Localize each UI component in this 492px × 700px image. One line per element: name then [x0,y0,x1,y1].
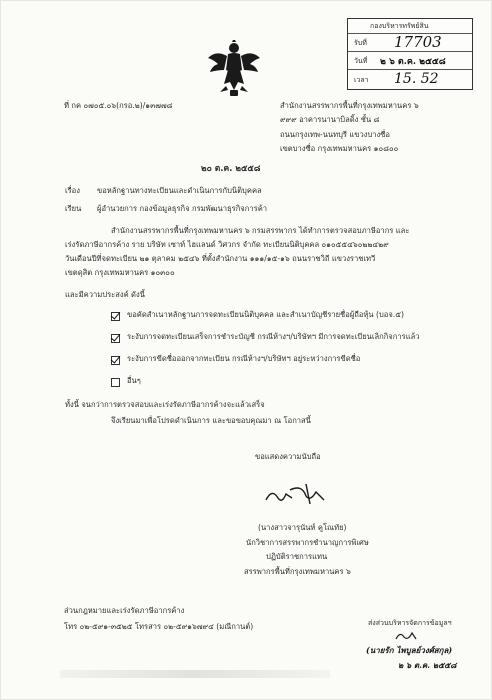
footer-handwritten-date: ๒ ๖ ต.ค. ๒๕๕๘ [398,660,457,670]
body-para1-line4: เขตดุสิต กรุงเทพมหานคร ๑๐๓๐๐ [65,268,175,277]
recipient-text: ผู้อำนวยการ กองข้อมูลธุรกิจ กรมพัฒนาธุรกิจการค้า [97,204,268,213]
body-para2: ทั้งนี้ จนกว่าการตรวจสอบและเร่งรัดภาษีอากรค้างจะแล้วเสร็จ [65,400,265,409]
signer-position-1: นักวิชาการสรรพากรชำนาญการพิเศษ [246,538,369,547]
option-4-text: อื่นๆ [127,376,141,385]
body-para1-line3: วันเดือนปีที่จดทะเบียน ๒๑ ตุลาคม ๒๕๔๖ ที่ตั้งสำนักงาน ๑๑๑/๑๕-๑๖ ถนนราชวิถี แขวงราชเทวี [65,254,376,263]
handwritten-signature [262,480,332,508]
stamp-row3-value: 15. 52 [394,71,439,87]
signature-salutation: ขอแสดงความนับถือ [255,452,321,461]
garuda-emblem-icon [206,40,262,98]
document-number: ที่ กค ๐๗๐๕.๐๖(กรอ.๒)/๑๓๗๗๘ [64,101,173,110]
signer-position-2: ปฏิบัติราชการแทน [266,552,328,561]
footer-phone: โทร ๐๒-๕๙๑-๓๕๒๕ โทรสาร ๐๒-๕๙๑๖๗๙๔ (มณีกานต์) [64,622,254,631]
recipient-label: เรียน [65,204,82,213]
purpose-intro: และมีความประสงค์ ดังนี้ [65,290,145,299]
body-para1-line1: สำนักงานสรรพากรพื้นที่กรุงเทพมหานคร ๖ กรมสรรพากร ได้ทำการตรวจสอบภาษีอากร และ [111,226,410,235]
stamp-title: กองบริหารทรัพย์สิน [370,22,429,30]
handwritten-initials [394,629,418,643]
option-3-checkbox [111,356,120,365]
document-date: ๒๐ ต.ค. ๒๕๕๘ [201,164,261,174]
stamp-row3-label: เวลา [354,76,369,84]
footer-handwritten-name: (นายรัก ไพบูลย์วงศ์สกุล) [366,645,453,655]
subject-text: ขอหลักฐานทางทะเบียนและดำเนินการกับนิติบุคคล [97,186,262,195]
option-1-text: ขอคัดสำเนาหลักฐานการจดทะเบียนนิติบุคคล และสำเนาบัญชีรายชื่อผู้ถือหุ้น (บอจ.๕) [127,310,404,319]
option-3-text: ระงับการขีดชื่อออกจากทะเบียน กรณีห้างฯ/บริษัทฯ อยู่ระหว่างการขีดชื่อ [127,354,361,363]
signer-name: (นางสาวจารุนันท์ คูโณทัย) [258,523,347,532]
option-2-text: ระงับการจดทะเบียนเสร็จการชำระบัญชี กรณีห้างฯ/บริษัทฯ มีการจดทะเบียนเลิกกิจการแล้ว [127,332,420,341]
subject-label: เรื่อง [65,186,80,195]
stamp-row2-label: วันที่ [354,57,368,65]
footer-department: ส่วนกฎหมายและเร่งรัดภาษีอากรค้าง [64,606,185,615]
option-1-checkbox [111,312,120,321]
stamp-row1-label: รับที่ [354,39,367,47]
option-4-checkbox [111,378,120,387]
stamp-row2-value: ๒ ๖ ต.ค. ๒๕๕๘ [380,57,446,67]
option-2-checkbox [111,334,120,343]
scan-smudge [60,670,330,678]
receipt-stamp [347,18,473,90]
office-line-3: ถนนกรุงเทพ-นนทบุรี แขวงบางซื่อ [280,130,390,139]
footer-right-note: ส่งส่วนบริหารจัดการข้อมูลฯ [368,619,452,627]
body-para1-line2: เร่งรัดภาษีอากรค้าง ราย บริษัท เซาท์ ไฮแลนด์ วิศวกร จำกัด ทะเบียนนิติบุคคล ๐๑๐๕๕๔๖๐๒๒๔๒๙ [65,240,389,249]
office-line-2: ๙๙๙ อาคารนานาบิลดิ้ง ชั้น ๘ [280,115,380,124]
office-line-4: เขตบางซื่อ กรุงเทพมหานคร ๑๐๘๐๐ [280,144,399,153]
stamp-row1-value: 17703 [394,33,442,51]
office-line-1: สำนักงานสรรพากรพื้นที่กรุงเทพมหานคร ๖ [280,101,419,110]
closing-request: จึงเรียนมาเพื่อโปรดดำเนินการ และขอขอบคุณมา ณ โอกาสนี้ [111,416,311,425]
signer-position-3: สรรพากรพื้นที่กรุงเทพมหานคร ๖ [244,567,351,576]
